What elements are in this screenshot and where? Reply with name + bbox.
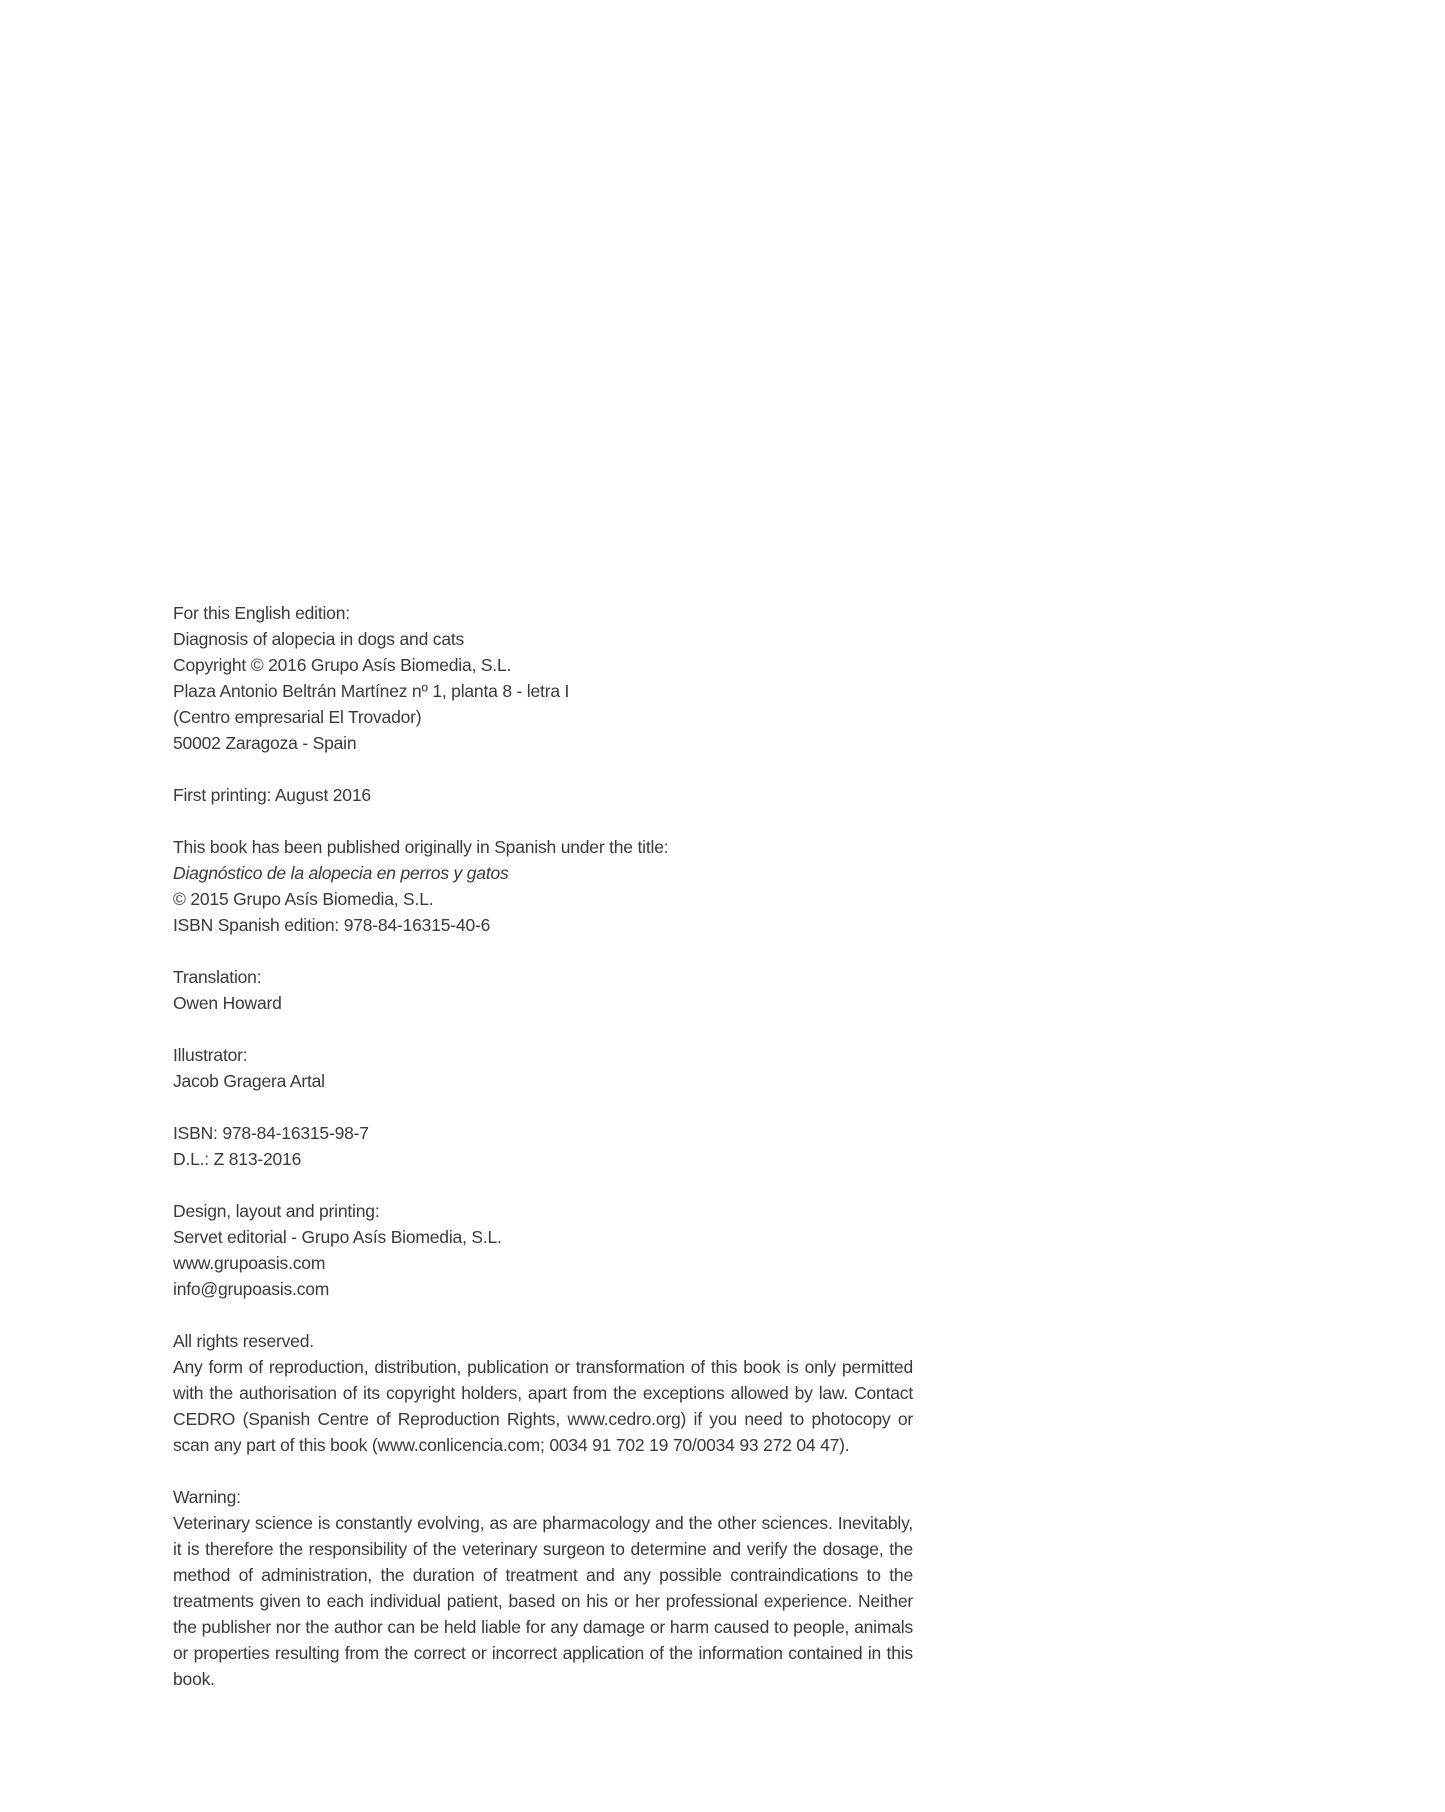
illustrator-label: Illustrator:: [173, 1045, 248, 1065]
isbn: ISBN: 978-84-16315-98-7: [173, 1123, 369, 1143]
address-building: (Centro empresarial El Trovador): [173, 707, 422, 727]
identifiers-block: [173, 1120, 913, 1172]
english-edition-heading: For this English edition:: [173, 603, 350, 623]
rights-block: [173, 1328, 913, 1458]
book-title: Diagnosis of alopecia in dogs and cats: [173, 629, 465, 649]
original-edition-intro: This book has been published originally in Spanish under the title:: [173, 837, 669, 857]
legal-deposit: D.L.: Z 813-2016: [173, 1149, 302, 1169]
illustrator-block: [173, 1042, 913, 1094]
address-city: 50002 Zaragoza - Spain: [173, 733, 357, 753]
email-link[interactable]: info@grupoasis.com: [173, 1279, 330, 1299]
warning-block: [173, 1484, 913, 1692]
address-line: Plaza Antonio Beltrán Martínez nº 1, planta 8 - letra I: [173, 681, 570, 701]
rights-heading: All rights reserved.: [173, 1331, 314, 1351]
english-edition-block: [173, 600, 913, 756]
translator-name: Owen Howard: [173, 993, 282, 1013]
original-edition-block: [173, 834, 913, 938]
warning-heading: Warning:: [173, 1487, 241, 1507]
translation-block: [173, 964, 913, 1016]
original-title: Diagnóstico de la alopecia en perros y gatos: [173, 863, 509, 883]
website-link[interactable]: www.grupoasis.com: [173, 1253, 326, 1273]
copyright-line: Copyright © 2016 Grupo Asís Biomedia, S.L.: [173, 655, 512, 675]
design-block: [173, 1198, 913, 1302]
illustrator-name: Jacob Gragera Artal: [173, 1071, 325, 1091]
colophon: [173, 600, 913, 1692]
design-company: Servet editorial - Grupo Asís Biomedia, S.L.: [173, 1227, 502, 1247]
first-printing: First printing: August 2016: [173, 785, 371, 805]
warning-body: Veterinary science is constantly evolving, as are pharmacology and the other sciences. Inevitably, it is therefore the responsibility of the veterinary surgeon to determine and verify the dosage, the method of administration, the duration of treatment and any possible contraindications to the treatments given to each individual patient, based on his or her professional experience. Neither the publisher nor the author can be held liable for any damage or harm caused to people, animals or properties resulting from the correct or incorrect application of the information contained in this book.: [173, 1513, 913, 1689]
original-copyright: © 2015 Grupo Asís Biomedia, S.L.: [173, 889, 434, 909]
design-label: Design, layout and printing:: [173, 1201, 380, 1221]
original-isbn: ISBN Spanish edition: 978-84-16315-40-6: [173, 915, 491, 935]
first-printing-block: [173, 782, 913, 808]
translation-label: Translation:: [173, 967, 262, 987]
rights-body: Any form of reproduction, distribution, publication or transformation of this book is only permitted with the authorisation of its copyright holders, apart from the exceptions allowed by law. Contact CEDRO (Spanish Centre of Reproduction Rights, www.cedro.org) if you need to photocopy or scan any part of this book (www.conlicencia.com; 0034 91 702 19 70/0034 93 272 04 47).: [173, 1357, 913, 1455]
